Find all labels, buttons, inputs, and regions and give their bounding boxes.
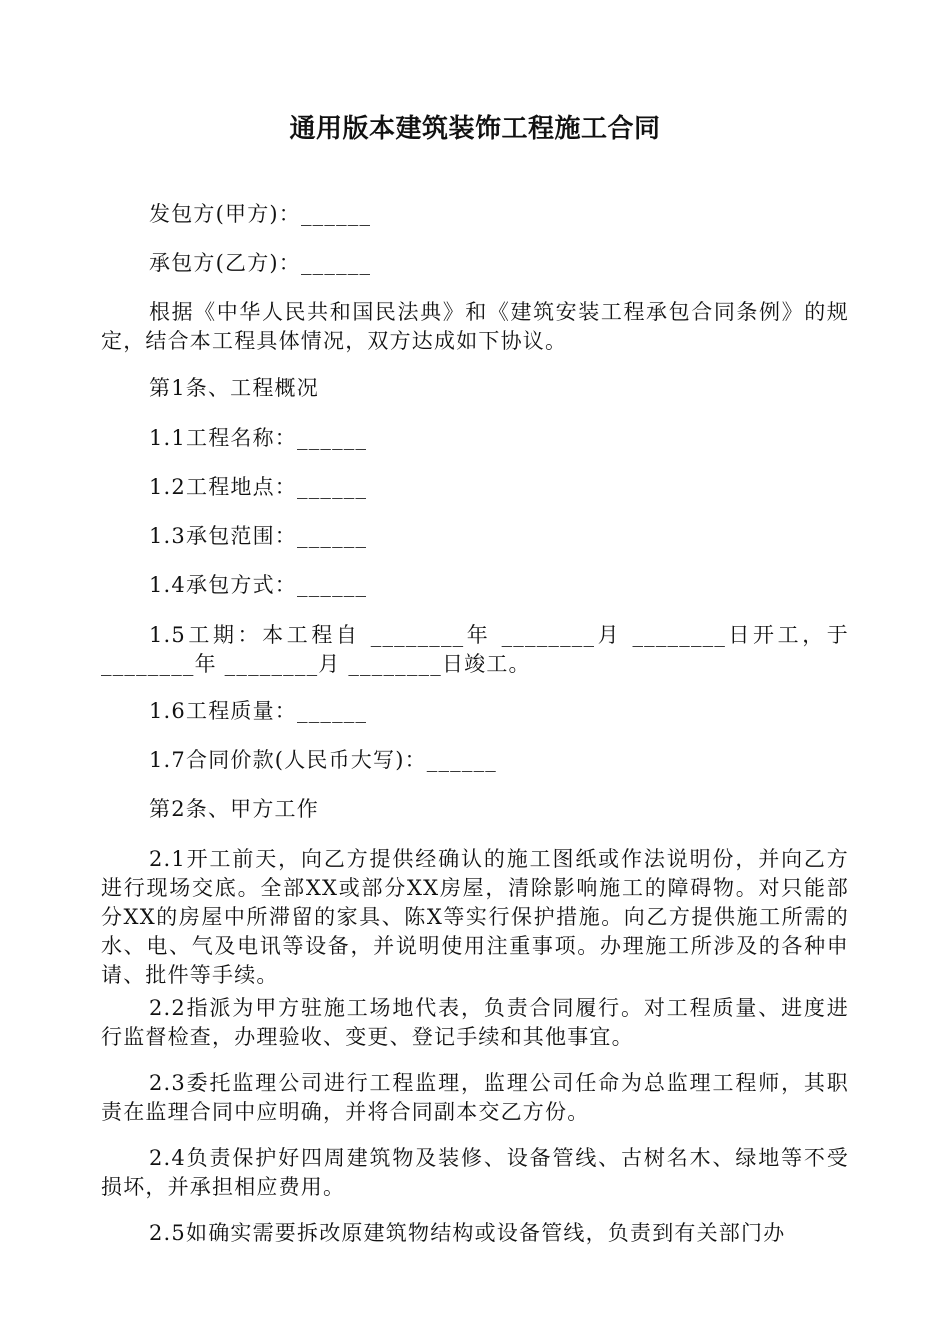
party-b-line: 承包方(乙方)：______ [149,251,372,275]
clause-1-6: 1.6工程质量：______ [149,699,368,723]
clause-1-2: 1.2工程地点：______ [149,475,368,499]
clause-2-4: 2.4负责保护好四周建筑物及装修、设备管线、古树名木、绿地等不受损坏，并承担相应费用。 [101,1146,849,1199]
clause-1-3: 1.3承包范围：______ [149,524,368,548]
party-a-line: 发包方(甲方)：______ [149,202,372,226]
clause-2-3: 2.3委托监理公司进行工程监理，监理公司任命为总监理工程师，其职责在监理合同中应明确，并将合同副本交乙方份。 [101,1071,849,1124]
preamble-paragraph: 根据《中华人民共和国民法典》和《建筑安装工程承包合同条例》的规定，结合本工程具体情况，双方达成如下协议。 [101,300,849,353]
clause-2-1: 2.1开工前天，向乙方提供经确认的施工图纸或作法说明份，并向乙方进行现场交底。全部XX或部分XX房屋，清除影响施工的障碍物。对只能部分XX的房屋中所滞留的家具、陈X等实行保护措施。向乙方提供施工所需的水、电、气及电讯等设备，并说明使用注重事项。办理施工所涉及的各种申请、批件等手续。 [101,847,849,987]
clause-2-5: 2.5如确实需要拆改原建筑物结构或设备管线，负责到有关部门办 [149,1221,786,1245]
document-title: 通用版本建筑装饰工程施工合同 [289,114,661,144]
clause-2-2: 2.2指派为甲方驻施工场地代表，负责合同履行。对工程质量、进度进行监督检查，办理验收、变更、登记手续和其他事宜。 [101,996,849,1049]
clause-1-7: 1.7合同价款(人民币大写)：______ [149,748,497,772]
clause-1-5: 1.5工期：本工程自 ________年 ________月 ________日开工，于________年 ________月 ________日竣工。 [101,623,849,676]
clause-1-1: 1.1工程名称：______ [149,426,368,450]
article-2-heading: 第2条、甲方工作 [149,797,319,821]
clause-1-4: 1.4承包方式：______ [149,573,368,597]
article-1-heading: 第1条、工程概况 [149,376,319,400]
